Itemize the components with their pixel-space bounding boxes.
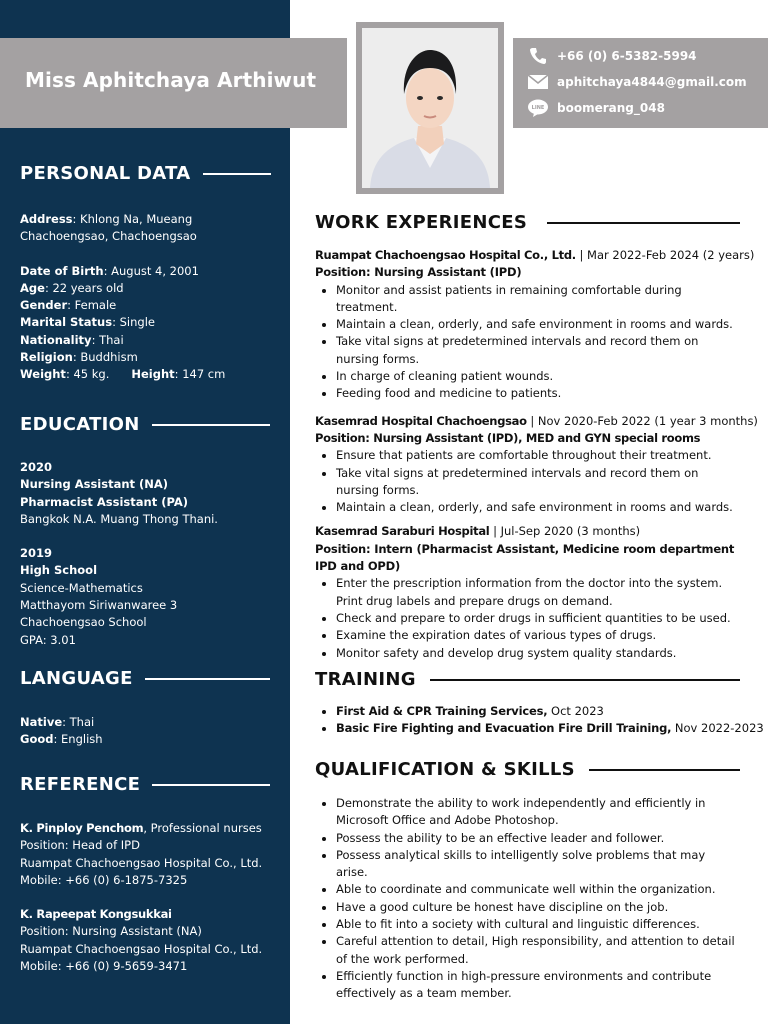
reference-body: [20, 820, 270, 975]
native-language: Native: Thai: [20, 715, 95, 729]
phone-icon: [527, 46, 549, 66]
candidate-name: Miss Aphitchaya Arthiwut: [25, 68, 317, 92]
reference-heading: REFERENCE: [20, 774, 270, 795]
language-heading: LANGUAGE: [20, 668, 270, 689]
job-duty: Take vital signs at predetermined intervals and record them on nursing forms.: [315, 333, 740, 368]
religion-line: Religion: Buddhism: [20, 350, 138, 365]
skill-item: Possess the ability to be an effective leader and follower.: [315, 830, 740, 847]
training-item: First Aid & CPR Training Services, Oct 2023: [315, 703, 740, 720]
job-duty: Ensure that patients are comfortable throughout their treatment.: [315, 447, 740, 464]
age-line: Age: 22 years old: [20, 280, 124, 295]
skill-item: Efficiently function in high-pressure environments and contribute effectively as a team member.: [315, 968, 740, 1003]
personal-data-heading: PERSONAL DATA: [20, 163, 270, 184]
education-item: 2020 Nursing Assistant (NA) Pharmacist Assistant (PA) Bangkok N.A. Muang Thong Thani.: [20, 460, 218, 526]
skill-item: Able to coordinate and communicate well within the organization.: [315, 881, 740, 898]
contact-line: [527, 98, 665, 118]
address-line-2: Chachoengsao, Chachoengsao: [20, 229, 197, 244]
job-duty: Take vital signs at predetermined intervals and record them on nursing forms.: [315, 465, 740, 500]
skill-item: Careful attention to detail, High responsibility, and attention to detail of the work performed.: [315, 933, 740, 968]
skill-item: Demonstrate the ability to work independently and efficiently in Microsoft Office and Adobe Photoshop.: [315, 795, 740, 830]
skill-item: Able to fit into a society with cultural and linguistic differences.: [315, 916, 740, 933]
name-band: [0, 38, 347, 128]
job-duty: Enter the prescription information from the doctor into the system. Print drug labels and prepare drugs on demand.: [315, 575, 740, 610]
language-body: [20, 714, 270, 749]
email-address[interactable]: aphitchaya4844@gmail.com: [557, 75, 747, 89]
reference-item: K. Rapeepat Kongsukkai Position: Nursing Assistant (NA) Ruampat Chachoengsao Hospital Co., Ltd. Mobile: +66 (0) 9-5659-3471: [20, 907, 263, 974]
contact-phone: [527, 46, 697, 66]
skill-item: Possess analytical skills to intelligently solve problems that may arise.: [315, 847, 740, 882]
education-section: [20, 414, 270, 649]
marital-line: Marital Status: Single: [20, 315, 155, 330]
profile-photo: [362, 28, 498, 188]
phone-number[interactable]: +66 (0) 6-5382-5994: [557, 49, 697, 63]
job-duty: Monitor safety and develop drug system quality standards.: [315, 645, 740, 662]
skills-section: [315, 759, 740, 1003]
contact-email: [527, 72, 747, 92]
job-duty: Feeding food and medicine to patients.: [315, 385, 740, 402]
training-item: Basic Fire Fighting and Evacuation Fire Drill Training, Nov 2022-2023: [315, 720, 740, 737]
line-id: boomerang_048: [557, 101, 665, 115]
personal-data-body: [20, 211, 270, 384]
person-portrait-icon: [362, 28, 498, 188]
job-entry: Kasemrad Saraburi Hospital | Jul-Sep 2020 (3 months) Position: Intern (Pharmacist Assistant, Medicine room department IPD and OPD) Enter the prescription information from the doctor into the system. Print drug labels and prepare drugs on demand. Check and prepare to order drugs in sufficient quantities to be used. Examine the expiration dates of various types of drugs. Monitor safety and develop drug system quality standards.: [315, 523, 740, 661]
svg-text:LINE: LINE: [531, 105, 545, 111]
training-heading: TRAINING: [315, 669, 740, 690]
email-icon: [527, 72, 549, 92]
gender-line: Gender: Female: [20, 298, 117, 313]
education-heading: EDUCATION: [20, 414, 270, 435]
good-language: Good: English: [20, 732, 103, 747]
work-section: [315, 212, 758, 662]
education-item: 2019 High School Science-Mathematics Matthayom Siriwanwaree 3 Chachoengsao School GPA: 3.01: [20, 546, 178, 647]
training-section: [315, 669, 764, 738]
line-app-icon: [527, 98, 549, 118]
job-duty: Examine the expiration dates of various types of drugs.: [315, 627, 740, 644]
work-heading: WORK EXPERIENCES: [315, 212, 740, 233]
job-duty: Maintain a clean, orderly, and safe environment in rooms and wards.: [315, 316, 740, 333]
job-duty: In charge of cleaning patient wounds.: [315, 368, 740, 385]
nationality-line: Nationality: Thai: [20, 332, 124, 347]
job-entry: Ruampat Chachoengsao Hospital Co., Ltd. | Mar 2022-Feb 2024 (2 years) Position: Nursing Assistant (IPD) Monitor and assist patients in remaining comfortable during treatment. Maintain a clean, orderly, and safe environment in rooms and wards. Take vital signs at predetermined intervals and record them on nursing forms. In charge of cleaning patient wounds. Feeding food and medicine to patients.: [315, 247, 740, 403]
reference-section: [20, 774, 270, 975]
photo-frame: [356, 22, 504, 194]
education-body: [20, 459, 270, 649]
job-duty: Monitor and assist patients in remaining comfortable during treatment.: [315, 282, 740, 317]
weight-height-line: Weight: 45 kg. Height: 147 cm: [20, 367, 226, 382]
address-line-1: Address: Khlong Na, Mueang: [20, 212, 193, 226]
job-duty: Check and prepare to order drugs in sufficient quantities to be used.: [315, 610, 740, 627]
language-section: [20, 668, 270, 749]
skills-heading: QUALIFICATION & SKILLS: [315, 759, 740, 780]
skill-item: Have a good culture be honest have discipline on the job.: [315, 899, 740, 916]
dob-line: Date of Birth: August 4, 2001: [20, 263, 199, 278]
contact-band: [513, 38, 768, 128]
reference-item: K. Pinploy Penchom, Professional nurses Position: Head of IPD Ruampat Chachoengsao Hospital Co., Ltd. Mobile: +66 (0) 6-1875-7325: [20, 821, 263, 887]
job-duty: Maintain a clean, orderly, and safe environment in rooms and wards.: [315, 499, 740, 516]
personal-data-section: [20, 163, 270, 384]
job-entry: Kasemrad Hospital Chachoengsao | Nov 2020-Feb 2022 (1 year 3 months) Position: Nursing Assistant (IPD), MED and GYN special rooms Ensure that patients are comfortable throughout their treatment. Take vital signs at predetermined intervals and record them on nursing forms. Maintain a clean, orderly, and safe environment in rooms and wards.: [315, 413, 740, 517]
